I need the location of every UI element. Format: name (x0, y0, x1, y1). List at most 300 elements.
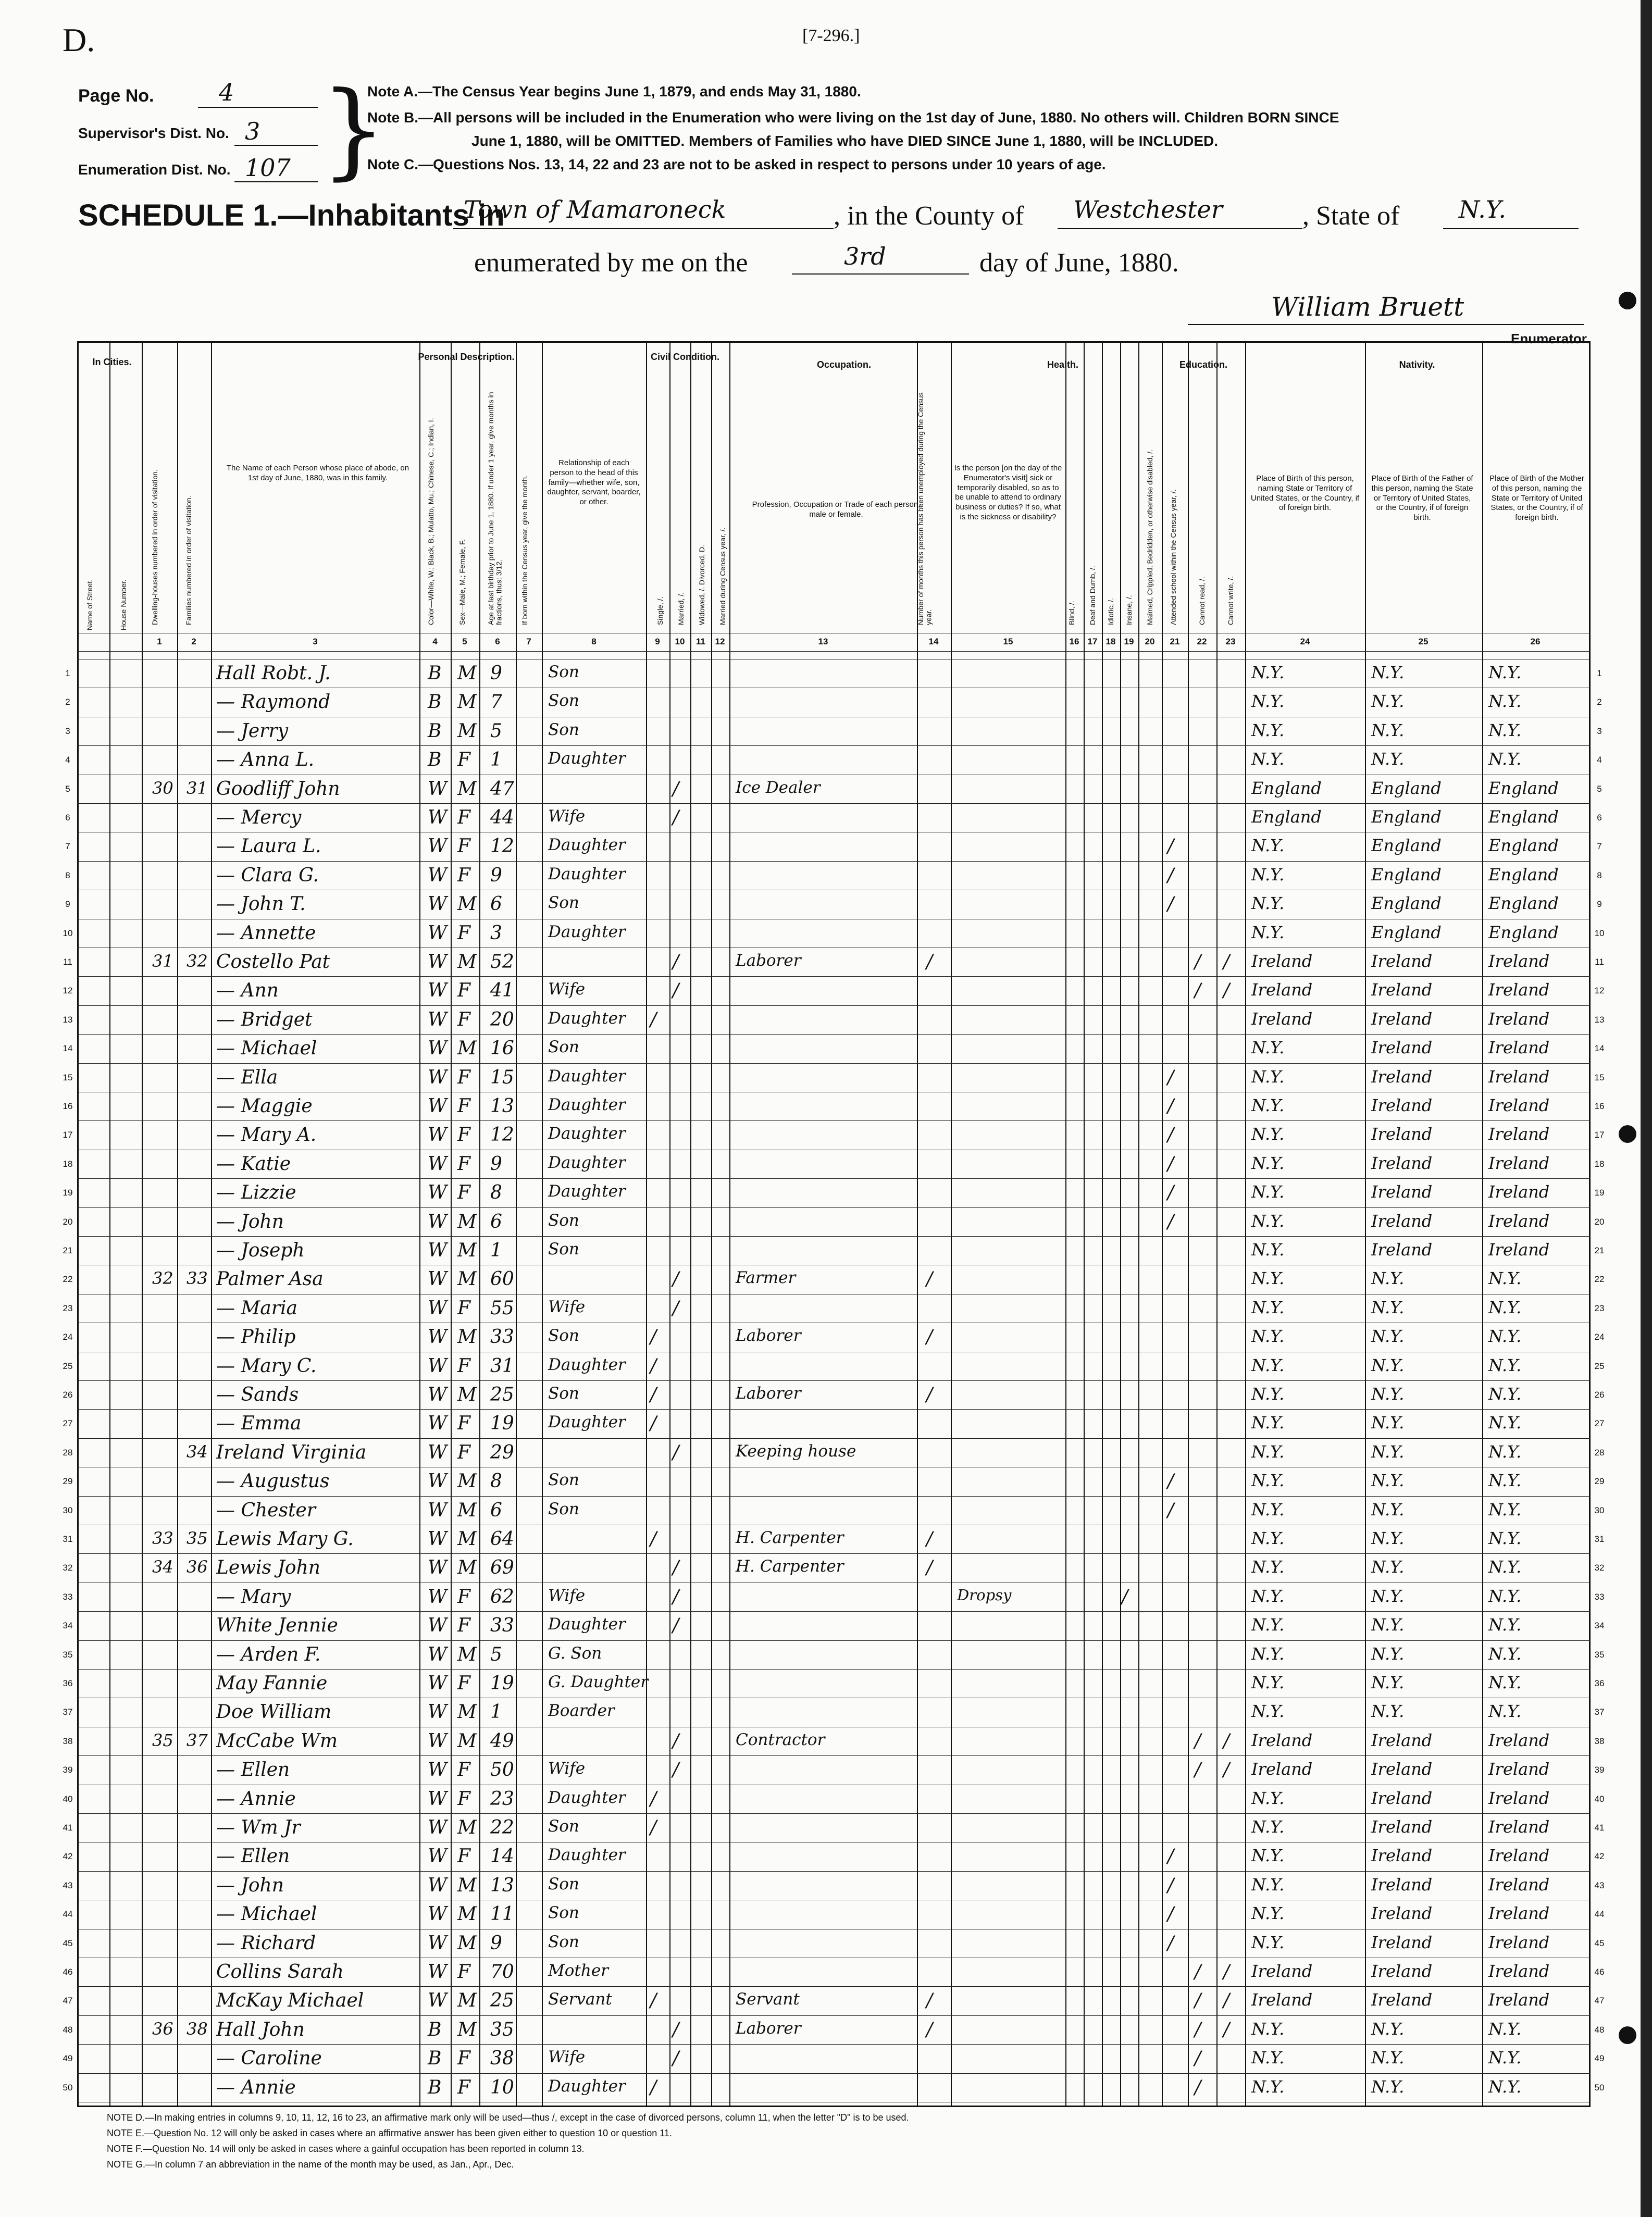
birthplace-father: N.Y. (1371, 1643, 1405, 1664)
color-code: W (428, 1673, 448, 1694)
sex-code: F (457, 922, 470, 944)
age-value: 20 (490, 1008, 514, 1030)
color-code: W (428, 1471, 448, 1492)
row-number: 27 (1594, 1418, 1605, 1429)
color-code: W (428, 1903, 448, 1925)
single-mark: / (650, 1817, 657, 1838)
age-value: 6 (490, 1211, 502, 1232)
row-number: 11 (63, 957, 72, 967)
row-number: 16 (63, 1101, 73, 1111)
color-code: W (428, 1759, 448, 1781)
birthplace-father: N.Y. (1371, 1441, 1405, 1462)
person-name: Hall Robt. J. (216, 663, 331, 684)
person-name: — Bridget (216, 1008, 313, 1030)
enumeration-day: 3rd (844, 242, 886, 270)
row-number: 33 (63, 1591, 73, 1602)
row-rule (77, 2044, 1591, 2045)
age-value: 52 (490, 951, 514, 973)
row-rule (77, 1871, 1591, 1872)
row-number: 36 (1594, 1678, 1605, 1688)
school-mark: / (1167, 1066, 1174, 1088)
row-number: 1 (65, 668, 70, 678)
birthplace-father: Ireland (1371, 1759, 1433, 1779)
birthplace-person: N.Y. (1251, 1182, 1285, 1202)
birthplace-mother: N.Y. (1488, 1413, 1522, 1433)
color-code: B (428, 749, 442, 771)
binding-edge (1641, 0, 1652, 2217)
relationship: Daughter (548, 1124, 626, 1143)
birthplace-mother: England (1488, 836, 1559, 856)
row-number: 3 (1597, 726, 1602, 736)
note-a: Note A.—The Census Year begins June 1, 1879, and ends May 31, 1880. (367, 83, 861, 99)
row-number: 25 (63, 1361, 73, 1371)
person-name: — Arden F. (216, 1643, 321, 1665)
age-value: 15 (490, 1066, 514, 1088)
person-name: — Mary C. (216, 1355, 317, 1377)
color-code: W (428, 1355, 448, 1377)
dwelling-number: 34 (152, 1557, 173, 1577)
person-name: — Lizzie (216, 1182, 296, 1204)
sex-code: F (457, 1124, 470, 1146)
age-value: 22 (490, 1817, 514, 1838)
sex-code: F (457, 1095, 470, 1117)
married-mark: / (673, 1586, 679, 1608)
row-number: 8 (1597, 870, 1602, 880)
row-number: 28 (63, 1447, 73, 1458)
birthplace-person: N.Y. (1251, 1643, 1285, 1664)
age-value: 25 (490, 1384, 514, 1405)
school-mark: / (1167, 1874, 1174, 1896)
person-name: Costello Pat (216, 951, 330, 973)
row-rule (77, 2073, 1591, 2074)
birthplace-person: N.Y. (1251, 1673, 1285, 1692)
color-code: W (428, 1615, 448, 1637)
relationship: Son (548, 1874, 579, 1894)
birthplace-person: N.Y. (1251, 1846, 1285, 1866)
school-mark: / (1167, 864, 1174, 886)
header-sick: Is the person [on the day of the Enumerator's visit] sick or temporarily disabled, so as to be unable to attend to ordinary business or duties? If so, what is the sickness or disability? (954, 464, 1062, 521)
color-code: W (428, 951, 448, 973)
row-number: 45 (1594, 1938, 1605, 1948)
row-number: 29 (63, 1476, 73, 1487)
birthplace-person: N.Y. (1251, 1788, 1285, 1808)
school-mark: / (1167, 836, 1174, 857)
row-number: 27 (63, 1418, 73, 1429)
single-mark: / (650, 1990, 657, 2012)
age-value: 23 (490, 1788, 514, 1810)
row-number: 24 (63, 1332, 73, 1342)
school-mark: / (1167, 1153, 1174, 1175)
color-code: W (428, 1874, 448, 1896)
page-no-value: 4 (219, 78, 234, 106)
school-mark: / (1167, 1499, 1174, 1521)
row-number: 36 (63, 1678, 73, 1688)
person-name: — John T. (216, 893, 306, 915)
group-civil: Civil Condition. (651, 352, 719, 362)
birthplace-father: N.Y. (1371, 1413, 1405, 1433)
color-code: W (428, 1528, 448, 1550)
birthplace-person: N.Y. (1251, 1153, 1285, 1173)
row-number: 48 (63, 2024, 73, 2035)
note-b-line1: Note B.—All persons will be included in the Enumeration who were living on the 1st day of June, 1880. No others will. Children BORN SINCE (367, 109, 1339, 126)
age-value: 31 (490, 1355, 514, 1377)
relationship: Wife (548, 2048, 586, 2067)
birthplace-father: England (1371, 864, 1442, 885)
birthplace-person: N.Y. (1251, 1326, 1285, 1347)
school-mark: / (1167, 893, 1174, 915)
row-number: 35 (63, 1649, 73, 1660)
person-name: Palmer Asa (216, 1268, 324, 1290)
birthplace-person: N.Y. (1251, 749, 1285, 769)
header-months-unemployed: Number of months this person has been unemployed during the Census year. (916, 392, 933, 625)
row-number: 40 (63, 1793, 73, 1804)
header-families: Families numbered in order of visitation. (184, 495, 193, 625)
row-rule (77, 1063, 1591, 1064)
cannot-write-mark: / (1223, 980, 1230, 1002)
row-number: 4 (1597, 755, 1602, 765)
row-number: 31 (63, 1534, 73, 1544)
cannot-read-mark: / (1195, 1759, 1201, 1781)
footnote-d: NOTE D.—In making entries in columns 9, 10, 11, 12, 16 to 23, an affirmative mark only will be used—thus /, except in the case of divorced persons, column 11, when the letter "D" is to be used. (107, 2112, 909, 2123)
row-number: 25 (1594, 1361, 1605, 1371)
relationship: Wife (548, 1759, 586, 1778)
married-mark: / (673, 1730, 679, 1752)
color-code: W (428, 980, 448, 1002)
birthplace-mother: N.Y. (1488, 1557, 1522, 1577)
header-born-month: If born within the Census year, give the month. (520, 475, 529, 625)
relationship: Daughter (548, 1788, 626, 1807)
sex-code: M (457, 1817, 477, 1838)
dwelling-number: 33 (152, 1528, 173, 1548)
color-code: B (428, 2019, 442, 2040)
age-value: 8 (490, 1471, 502, 1492)
married-mark: / (673, 980, 679, 1002)
sex-code: M (457, 1990, 477, 2012)
row-number: 46 (1594, 1967, 1605, 1977)
person-name: Collins Sarah (216, 1961, 344, 1983)
sex-code: F (457, 1008, 470, 1030)
column-number: 9 (655, 637, 660, 646)
header-dwelling: Dwelling-houses numbered in order of visitation. (151, 469, 159, 625)
sex-code: F (457, 836, 470, 857)
birthplace-mother: Ireland (1488, 1008, 1550, 1029)
age-value: 16 (490, 1038, 514, 1060)
person-name: — Augustus (216, 1471, 330, 1492)
birthplace-father: Ireland (1371, 1730, 1433, 1750)
person-name: — Philip (216, 1326, 296, 1348)
row-number: 40 (1594, 1793, 1605, 1804)
sex-code: M (457, 2019, 477, 2040)
cannot-write-mark: / (1223, 951, 1230, 973)
age-value: 25 (490, 1990, 514, 2012)
note-c: Note C.—Questions Nos. 13, 14, 22 and 23 are not to be asked in respect to persons under 10 years of age. (367, 156, 1106, 172)
age-value: 10 (490, 2076, 514, 2098)
person-name: — John (216, 1211, 284, 1232)
row-number: 23 (1594, 1303, 1605, 1313)
row-number: 13 (1594, 1014, 1605, 1025)
relationship: Daughter (548, 864, 626, 883)
age-value: 11 (490, 1903, 514, 1925)
footnote-g: NOTE G.—In column 7 an abbreviation in the name of the month may be used, as Jan., Apr., Dec. (107, 2159, 514, 2170)
relationship: Daughter (548, 1008, 626, 1028)
row-rule (77, 976, 1591, 977)
row-rule (77, 861, 1591, 862)
dwelling-number: 30 (152, 778, 173, 798)
row-number: 15 (63, 1072, 73, 1082)
age-value: 29 (490, 1441, 514, 1463)
sex-code: F (457, 1441, 470, 1463)
row-number: 6 (1597, 813, 1602, 823)
color-code: W (428, 1008, 448, 1030)
row-number: 14 (63, 1043, 73, 1054)
color-code: W (428, 1153, 448, 1175)
row-number: 44 (1594, 1909, 1605, 1920)
birthplace-mother: N.Y. (1488, 1471, 1522, 1491)
birthplace-person: N.Y. (1251, 2048, 1285, 2068)
birthplace-person: Ireland (1251, 1961, 1313, 1981)
birthplace-father: Ireland (1371, 1211, 1433, 1231)
person-name: — Joseph (216, 1240, 305, 1261)
birthplace-father: N.Y. (1371, 720, 1405, 740)
row-number: 42 (1594, 1851, 1605, 1862)
row-rule (77, 1236, 1591, 1237)
person-name: — John (216, 1874, 284, 1896)
enumeration-label: Enumeration Dist. No. (78, 161, 231, 178)
color-code: W (428, 1817, 448, 1838)
age-value: 47 (490, 778, 514, 800)
relationship: Wife (548, 980, 586, 999)
birthplace-father: N.Y. (1371, 1384, 1405, 1404)
birthplace-father: England (1371, 922, 1442, 942)
row-number: 42 (63, 1851, 73, 1862)
row-number: 21 (63, 1245, 73, 1255)
birthplace-father: Ireland (1371, 951, 1433, 971)
row-number: 43 (63, 1880, 73, 1890)
color-code: W (428, 1326, 448, 1348)
group-in-cities: In Cities. (92, 357, 132, 367)
row-number: 39 (1594, 1765, 1605, 1775)
birthplace-person: N.Y. (1251, 720, 1285, 740)
row-number: 35 (1594, 1649, 1605, 1660)
column-number: 25 (1418, 637, 1429, 646)
header-married-year: Married during Census year, /. (718, 527, 727, 625)
occupation: H. Carpenter (736, 1528, 844, 1547)
cannot-read-mark: / (1195, 980, 1201, 1002)
sex-code: M (457, 1499, 477, 1521)
birthplace-person: Ireland (1251, 980, 1313, 1000)
family-number: 37 (187, 1730, 208, 1750)
header-birth-mother: Place of Birth of the Mother of this person, naming the State or Territory of United States, or the Country, if of foreign birth. (1489, 474, 1584, 522)
color-code: W (428, 1240, 448, 1261)
cannot-write-mark: / (1223, 1990, 1230, 2012)
color-code: W (428, 1268, 448, 1290)
person-name: Doe William (216, 1701, 332, 1723)
sex-code: M (457, 1557, 477, 1579)
row-number: 30 (1594, 1505, 1605, 1515)
birthplace-mother: N.Y. (1488, 1355, 1522, 1375)
cannot-read-mark: / (1195, 1990, 1201, 2012)
sex-code: F (457, 980, 470, 1002)
row-number: 5 (65, 783, 70, 794)
row-number: 26 (1594, 1390, 1605, 1400)
color-code: W (428, 778, 448, 800)
single-mark: / (650, 1788, 657, 1810)
row-number: 19 (63, 1188, 73, 1198)
unemployed-mark: / (926, 951, 933, 973)
row-number: 9 (65, 899, 70, 910)
unemployed-mark: / (926, 1557, 933, 1579)
birthplace-father: N.Y. (1371, 2076, 1405, 2097)
row-rule (77, 1207, 1591, 1208)
birthplace-mother: Ireland (1488, 1038, 1550, 1058)
form-number: [7-296.] (802, 26, 860, 45)
person-name: — Maria (216, 1297, 297, 1319)
birthplace-mother: N.Y. (1488, 1673, 1522, 1692)
person-name: — Laura L. (216, 836, 321, 857)
row-number: 8 (65, 870, 70, 880)
color-code: W (428, 807, 448, 828)
row-rule (77, 1005, 1591, 1006)
relationship: Daughter (548, 1413, 626, 1432)
age-value: 13 (490, 1095, 514, 1117)
age-value: 41 (490, 980, 514, 1002)
row-rule (77, 1640, 1591, 1641)
birthplace-mother: Ireland (1488, 1788, 1550, 1808)
column-number: 26 (1530, 637, 1541, 646)
birthplace-mother: Ireland (1488, 1817, 1550, 1837)
row-number: 47 (1594, 1996, 1605, 2006)
birthplace-father: Ireland (1371, 1182, 1433, 1202)
row-number: 10 (63, 928, 73, 938)
column-number: 18 (1106, 637, 1116, 646)
school-mark: / (1167, 1471, 1174, 1492)
person-name: — Chester (216, 1499, 316, 1521)
column-number: 12 (715, 637, 725, 646)
married-mark: / (673, 778, 679, 800)
row-rule (77, 1120, 1591, 1121)
cannot-read-mark: / (1195, 1730, 1201, 1752)
birthplace-father: N.Y. (1371, 1701, 1405, 1722)
birthplace-father: England (1371, 836, 1442, 856)
group-occupation: Occupation. (816, 359, 871, 370)
occupation: Keeping house (736, 1441, 856, 1461)
birthplace-father: N.Y. (1371, 2019, 1405, 2039)
group-nativity: Nativity. (1399, 359, 1435, 370)
sex-code: F (457, 864, 470, 886)
header-cannot-read: Cannot read, /. (1198, 577, 1206, 625)
age-value: 8 (490, 1182, 502, 1204)
row-rule (77, 1553, 1591, 1554)
cannot-write-mark: / (1223, 1961, 1230, 1983)
age-value: 5 (490, 720, 502, 742)
row-rule (77, 1034, 1591, 1035)
birthplace-person: N.Y. (1251, 2076, 1285, 2097)
birthplace-father: N.Y. (1371, 1326, 1405, 1347)
person-name: — Raymond (216, 691, 331, 713)
married-mark: / (673, 951, 679, 973)
row-number: 1 (1597, 668, 1602, 678)
occupation: Laborer (736, 951, 801, 970)
sex-code: F (457, 1413, 470, 1435)
birthplace-mother: N.Y. (1488, 1499, 1522, 1519)
relationship: Son (548, 1499, 579, 1518)
age-value: 1 (490, 1701, 502, 1723)
birthplace-mother: N.Y. (1488, 1643, 1522, 1664)
relationship: Daughter (548, 922, 626, 941)
row-number: 47 (63, 1996, 73, 2006)
birthplace-person: N.Y. (1251, 1297, 1285, 1317)
row-number: 41 (1594, 1823, 1605, 1833)
relationship: Daughter (548, 1066, 626, 1086)
birthplace-person: N.Y. (1251, 1384, 1285, 1404)
color-code: W (428, 1961, 448, 1983)
family-number: 34 (187, 1441, 208, 1462)
birthplace-father: N.Y. (1371, 1268, 1405, 1289)
row-number: 46 (63, 1967, 73, 1977)
person-name: — Maggie (216, 1095, 313, 1117)
person-name: — Ellen (216, 1759, 290, 1781)
row-rule (77, 2015, 1591, 2016)
single-mark: / (650, 2076, 657, 2098)
color-code: W (428, 864, 448, 886)
cannot-read-mark: / (1195, 951, 1201, 973)
row-number: 17 (63, 1130, 73, 1140)
person-name: — Ellen (216, 1846, 290, 1867)
person-name: — Ann (216, 980, 279, 1002)
color-code: W (428, 1557, 448, 1579)
sex-code: F (457, 1297, 470, 1319)
column-number: 2 (191, 637, 196, 646)
column-number: 21 (1170, 637, 1180, 646)
age-value: 9 (490, 1153, 502, 1175)
sex-code: F (457, 1759, 470, 1781)
birthplace-father: N.Y. (1371, 1673, 1405, 1692)
header-sex: Sex—Male, M.; Female, F. (458, 539, 466, 625)
enumerator-signature: William Bruett (1271, 292, 1464, 322)
sex-code: F (457, 1615, 470, 1637)
row-number: 19 (1594, 1188, 1605, 1198)
birthplace-person: N.Y. (1251, 2019, 1285, 2039)
row-number: 10 (1594, 928, 1605, 938)
birthplace-father: Ireland (1371, 1038, 1433, 1058)
unemployed-mark: / (926, 2019, 933, 2040)
birthplace-person: N.Y. (1251, 1095, 1285, 1115)
sex-code: F (457, 1846, 470, 1867)
school-mark: / (1167, 1211, 1174, 1232)
birthplace-mother: N.Y. (1488, 2076, 1522, 2097)
occupation: Laborer (736, 2019, 801, 2038)
row-number: 22 (63, 1274, 73, 1285)
age-value: 1 (490, 749, 502, 771)
married-mark: / (673, 2019, 679, 2040)
school-mark: / (1167, 1846, 1174, 1867)
relationship: Son (548, 1240, 579, 1259)
dwelling-number: 32 (152, 1268, 173, 1289)
birthplace-father: N.Y. (1371, 1615, 1405, 1635)
sex-code: F (457, 1961, 470, 1983)
age-value: 14 (490, 1846, 514, 1867)
age-value: 70 (490, 1961, 514, 1983)
birthplace-mother: N.Y. (1488, 2019, 1522, 2039)
header-maimed: Maimed, Crippled, Bedridden, or otherwise disabled, /. (1146, 450, 1154, 625)
age-value: 6 (490, 1499, 502, 1521)
unemployed-mark: / (926, 1990, 933, 2012)
sex-code: M (457, 1240, 477, 1261)
birthplace-father: N.Y. (1371, 691, 1405, 712)
birthplace-father: Ireland (1371, 1874, 1433, 1895)
occupation: Farmer (736, 1268, 796, 1288)
school-mark: / (1167, 1124, 1174, 1146)
